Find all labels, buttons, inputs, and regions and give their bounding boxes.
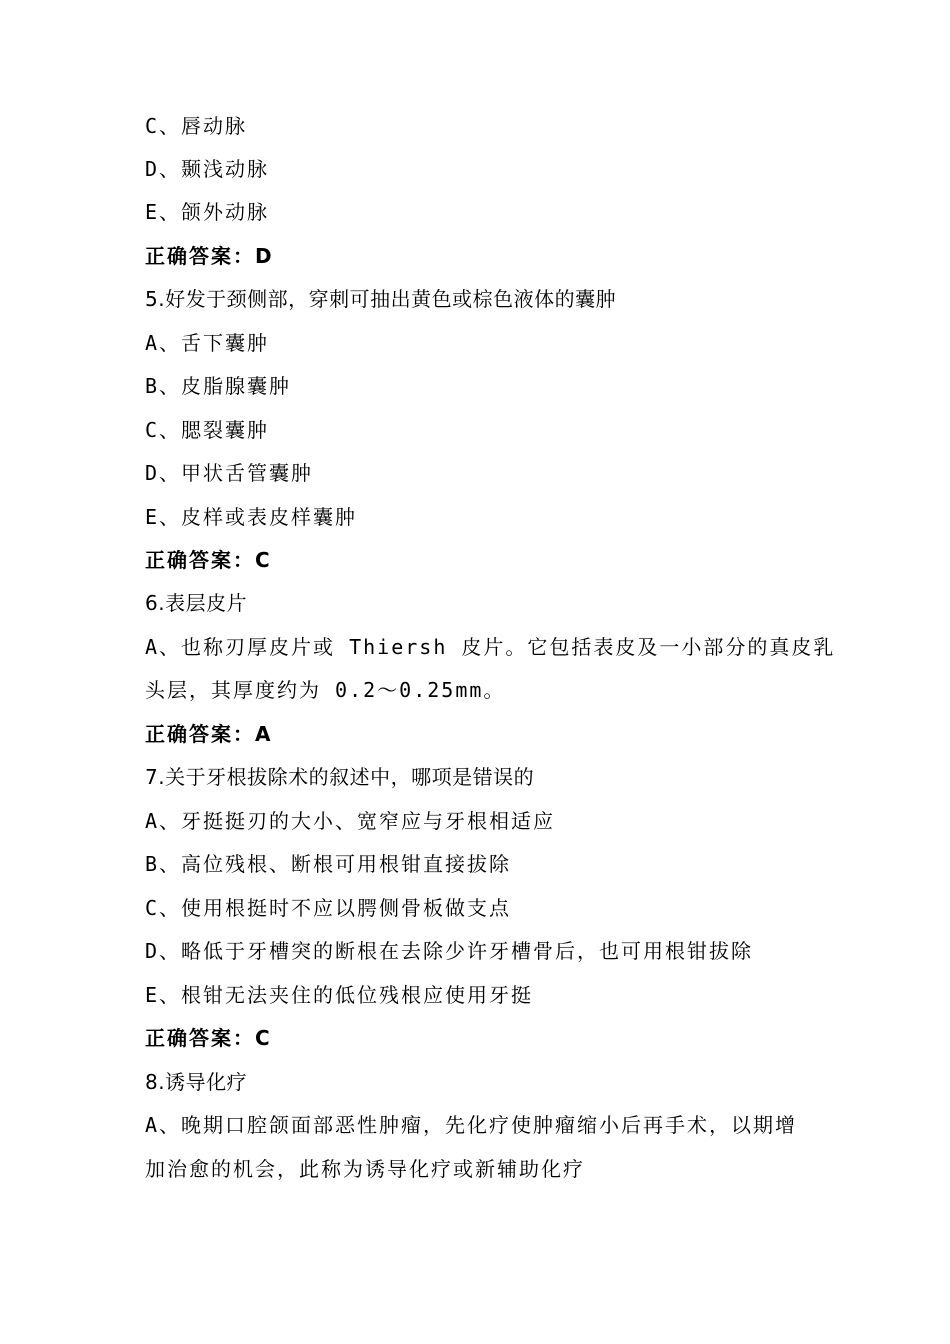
- answer-line: 正确答案：C: [145, 1026, 272, 1050]
- answer-line: 正确答案：A: [145, 722, 273, 746]
- option-line: C、使用根挺时不应以腭侧骨板做支点: [145, 896, 512, 920]
- option-line: E、根钳无法夹住的低位残根应使用牙挺: [145, 983, 534, 1007]
- question-line: 5.好发于颈侧部，穿刺可抽出黄色或棕色液体的囊肿: [145, 287, 617, 311]
- option-line: D、颞浅动脉: [145, 157, 270, 181]
- option-line: A、也称刃厚皮片或 Thiersh 皮片。它包括表皮及一小部分的真皮乳: [145, 635, 836, 659]
- option-line: C、唇动脉: [145, 114, 248, 138]
- option-line: D、略低于牙槽突的断根在去除少许牙槽骨后，也可用根钳拔除: [145, 939, 754, 963]
- option-line: 头层，其厚度约为 0.2～0.25mm。: [145, 678, 506, 702]
- answer-line: 正确答案：C: [145, 548, 272, 572]
- answer-line: 正确答案：D: [145, 244, 274, 268]
- option-line: A、舌下囊肿: [145, 331, 270, 355]
- question-line: 6.表层皮片: [145, 591, 248, 615]
- option-line: D、甲状舌管囊肿: [145, 461, 314, 485]
- option-line: E、皮样或表皮样囊肿: [145, 505, 358, 529]
- question-line: 7.关于牙根拔除术的叙述中，哪项是错误的: [145, 765, 535, 789]
- option-line: E、颌外动脉: [145, 200, 270, 224]
- question-line: 8.诱导化疗: [145, 1070, 248, 1094]
- option-line: B、皮脂腺囊肿: [145, 374, 292, 398]
- option-line: C、腮裂囊肿: [145, 418, 270, 442]
- option-line: 加治愈的机会，此称为诱导化疗或新辅助化疗: [145, 1157, 585, 1181]
- option-line: A、牙挺挺刃的大小、宽窄应与牙根相适应: [145, 809, 556, 833]
- option-line: A、晚期口腔颌面部恶性肿瘤，先化疗使肿瘤缩小后再手术，以期增: [145, 1113, 798, 1137]
- option-line: B、高位残根、断根可用根钳直接拔除: [145, 852, 512, 876]
